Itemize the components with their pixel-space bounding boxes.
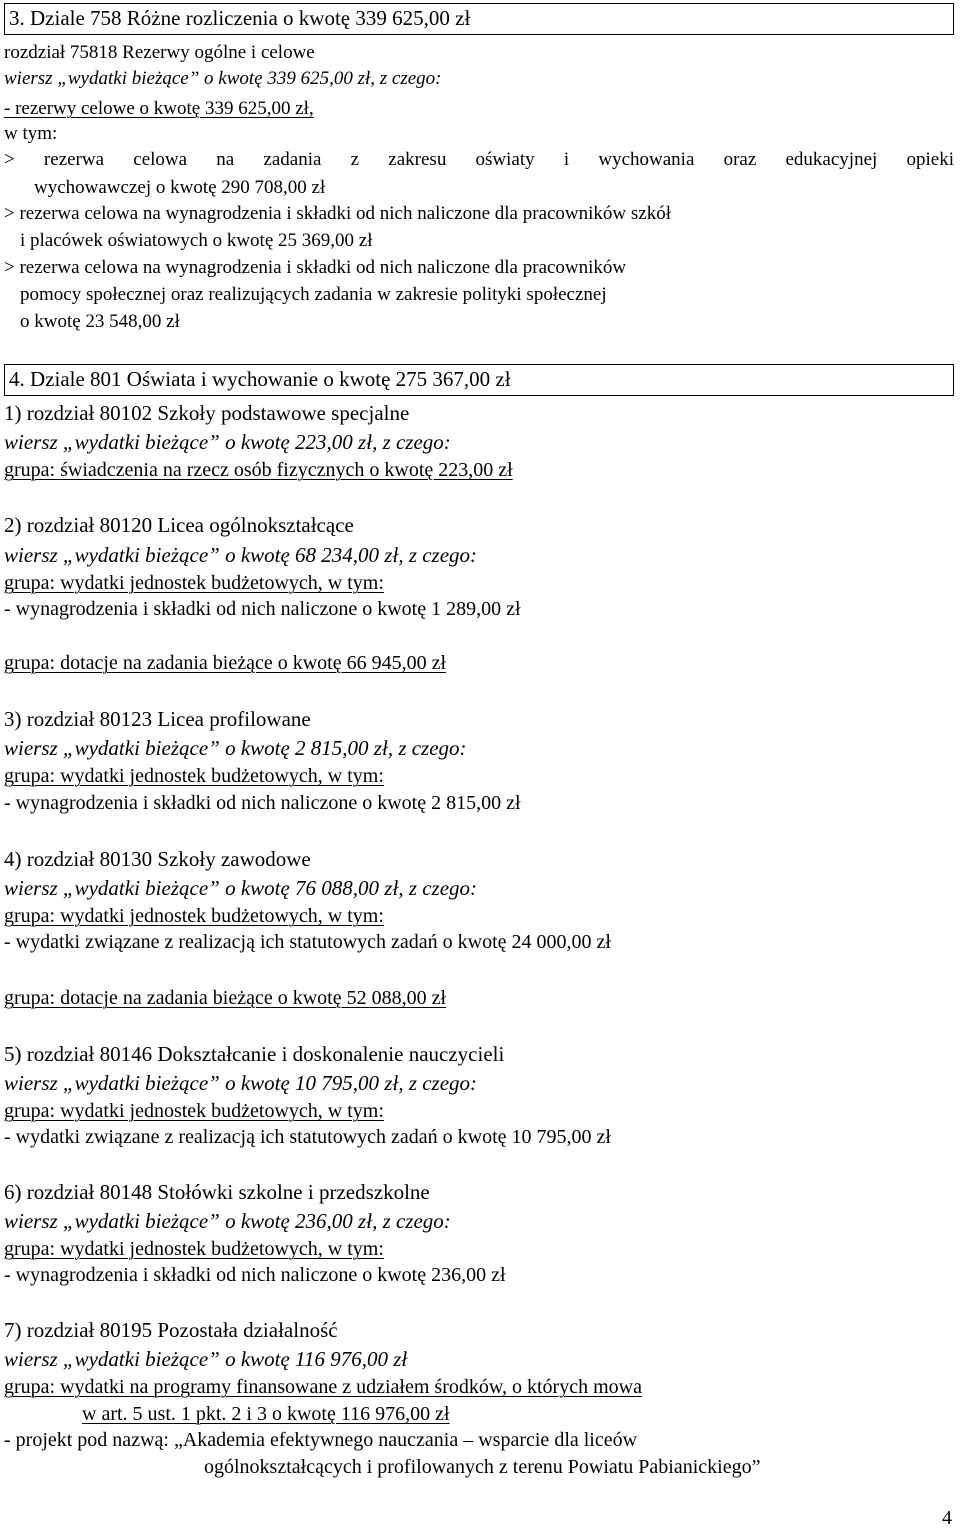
- r5-item: - wydatki związane z realizacją ich statutowych zadań o kwotę 10 795,00 zł: [4, 1126, 611, 1148]
- r3-title: 3) rozdział 80123 Licea profilowane: [4, 707, 311, 731]
- section-3-line-10: pomocy społecznej oraz realizujących zadania w zakresie polityki społecznej: [20, 284, 607, 305]
- r5-row: wiersz „wydatki bieżące” o kwotę 10 795,00 zł, z czego:: [4, 1071, 478, 1095]
- section-3-line-3: - rezerwy celowe o kwotę 339 625,00 zł,: [4, 98, 314, 119]
- r7-group-a: grupa: wydatki na programy finansowane z udziałem środków, o których mowa: [4, 1376, 642, 1398]
- r3-row: wiersz „wydatki bieżące” o kwotę 2 815,00 zł, z czego:: [4, 736, 467, 760]
- r4-row: wiersz „wydatki bieżące” o kwotę 76 088,00 zł, z czego:: [4, 876, 478, 900]
- r2-title: 2) rozdział 80120 Licea ogólnokształcące: [4, 513, 354, 537]
- r7-project-a: - projekt pod nazwą: „Akademia efektywnego nauczania – wsparcie dla liceów: [4, 1429, 638, 1451]
- r2-group: grupa: wydatki jednostek budżetowych, w tym:: [4, 572, 384, 594]
- r1-title: 1) rozdział 80102 Szkoły podstawowe specjalne: [4, 401, 410, 425]
- section-3-line-2: wiersz „wydatki bieżące” o kwotę 339 625,00 zł, z czego:: [4, 68, 442, 89]
- section-3-line-5: > rezerwa celowa na zadania z zakresu oświaty i wychowania oraz edukacyjnej opieki: [4, 149, 954, 170]
- r4-group2: grupa: dotacje na zadania bieżące o kwotę 52 088,00 zł: [4, 987, 447, 1009]
- section-3-line-1: rozdział 75818 Rezerwy ogólne i celowe: [4, 42, 315, 63]
- r4-title: 4) rozdział 80130 Szkoły zawodowe: [4, 847, 311, 871]
- r6-group: grupa: wydatki jednostek budżetowych, w tym:: [4, 1238, 384, 1260]
- r4-group: grupa: wydatki jednostek budżetowych, w tym:: [4, 905, 384, 927]
- r6-item: - wynagrodzenia i składki od nich naliczone o kwotę 236,00 zł: [4, 1264, 506, 1286]
- section-3-heading: 3. Dziale 758 Różne rozliczenia o kwotę 339 625,00 zł: [4, 3, 954, 35]
- r7-group-b: w art. 5 ust. 1 pkt. 2 i 3 o kwotę 116 976,00 zł: [82, 1403, 450, 1425]
- r5-group: grupa: wydatki jednostek budżetowych, w tym:: [4, 1100, 384, 1122]
- r6-row: wiersz „wydatki bieżące” o kwotę 236,00 zł, z czego:: [4, 1209, 451, 1233]
- section-4-heading: 4. Dziale 801 Oświata i wychowanie o kwotę 275 367,00 zł: [4, 364, 954, 396]
- r6-title: 6) rozdział 80148 Stołówki szkolne i przedszkolne: [4, 1180, 430, 1204]
- section-3-line-8: i placówek oświatowych o kwotę 25 369,00 zł: [20, 230, 373, 251]
- r3-item: - wynagrodzenia i składki od nich naliczone o kwotę 2 815,00 zł: [4, 792, 521, 814]
- r7-row: wiersz „wydatki bieżące” o kwotę 116 976,00 zł: [4, 1347, 408, 1371]
- r2-row: wiersz „wydatki bieżące” o kwotę 68 234,00 zł, z czego:: [4, 543, 478, 567]
- r1-row: wiersz „wydatki bieżące” o kwotę 223,00 zł, z czego:: [4, 430, 451, 454]
- section-3-line-6: wychowawczej o kwotę 290 708,00 zł: [34, 177, 326, 198]
- r7-project-b: ogólnokształcących i profilowanych z terenu Powiatu Pabianickiego”: [204, 1456, 761, 1478]
- r2-group2: grupa: dotacje na zadania bieżące o kwotę 66 945,00 zł: [4, 652, 447, 674]
- section-3-line-9: > rezerwa celowa na wynagrodzenia i składki od nich naliczone dla pracowników: [4, 257, 627, 278]
- r3-group: grupa: wydatki jednostek budżetowych, w tym:: [4, 765, 384, 787]
- r5-title: 5) rozdział 80146 Dokształcanie i doskonalenie nauczycieli: [4, 1042, 505, 1066]
- r7-title: 7) rozdział 80195 Pozostała działalność: [4, 1318, 338, 1342]
- section-3-line-7: > rezerwa celowa na wynagrodzenia i składki od nich naliczone dla pracowników szkół: [4, 203, 672, 224]
- r2-item: - wynagrodzenia i składki od nich naliczone o kwotę 1 289,00 zł: [4, 598, 521, 620]
- r1-group: grupa: świadczenia na rzecz osób fizycznych o kwotę 223,00 zł: [4, 459, 513, 481]
- page-number: 4: [942, 1507, 952, 1529]
- r4-item: - wydatki związane z realizacją ich statutowych zadań o kwotę 24 000,00 zł: [4, 931, 611, 953]
- section-3-line-4: w tym:: [4, 123, 58, 144]
- section-3-line-11: o kwotę 23 548,00 zł: [20, 311, 180, 332]
